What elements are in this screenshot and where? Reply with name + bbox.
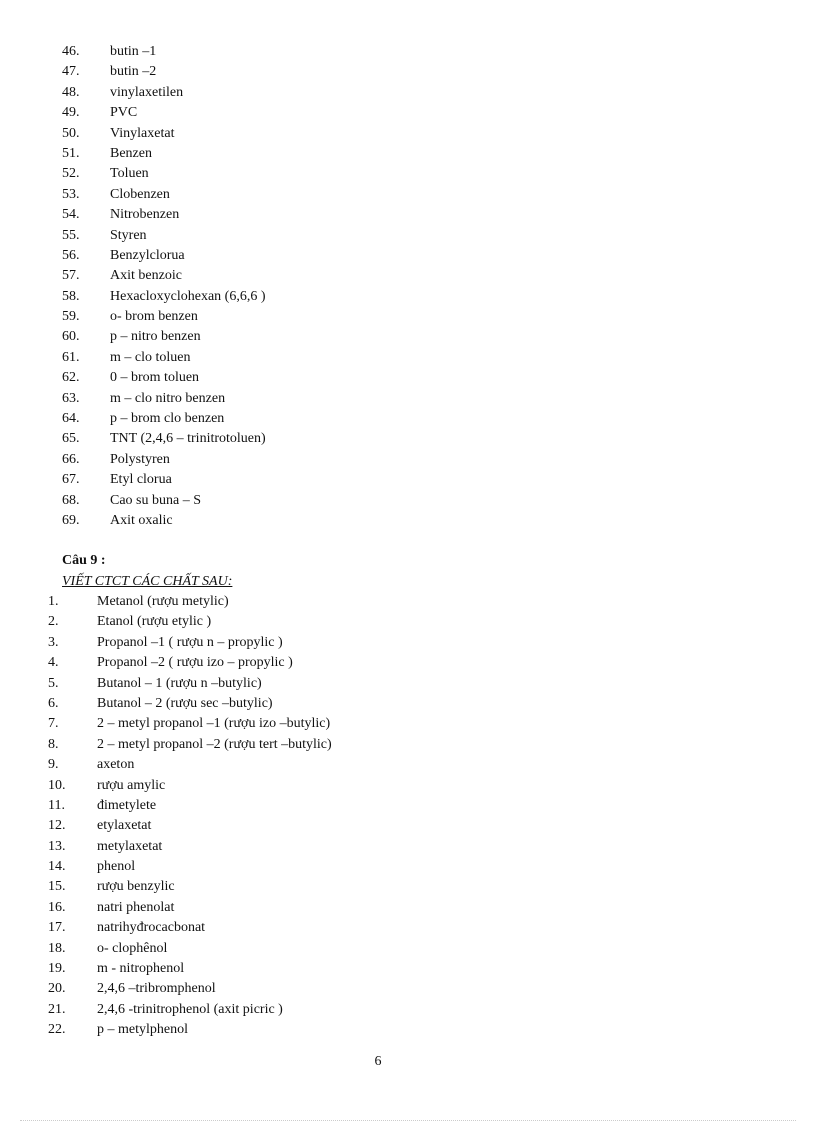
list-item [62, 144, 266, 164]
list-item [62, 470, 266, 490]
item-text: natrihyđrocacbonat [97, 920, 206, 936]
item-text: o- clophênol [97, 940, 168, 956]
item-number: 49. [62, 105, 80, 121]
item-text: p – brom clo benzen [110, 411, 225, 427]
item-text: o- brom benzen [110, 309, 198, 325]
item-text: 2 – metyl propanol –1 (rượu izo –butylic) [97, 716, 331, 732]
item-number: 4. [48, 655, 59, 671]
list-item [48, 755, 332, 775]
list-item [62, 368, 266, 388]
item-text: Etyl clorua [110, 472, 172, 488]
list-item [62, 246, 266, 266]
page-number: 6 [374, 1054, 382, 1069]
list-item [62, 307, 266, 327]
item-number: 68. [62, 492, 80, 508]
list-item [62, 62, 266, 82]
list-item [48, 979, 332, 999]
item-text: 2 – metyl propanol –2 (rượu tert –butylic) [97, 736, 332, 752]
item-text: phenol [97, 859, 136, 875]
list-item [48, 816, 332, 836]
list-item [62, 491, 266, 511]
item-text: Butanol – 2 (rượu sec –butylic) [97, 695, 273, 711]
item-number: 64. [62, 411, 80, 427]
item-text: PVC [110, 105, 138, 121]
item-text: m - nitrophenol [97, 961, 185, 977]
item-text: Styren [110, 227, 147, 243]
item-number: 18. [48, 940, 66, 956]
item-text: Etanol (rượu etylic ) [97, 614, 212, 630]
item-number: 6. [48, 695, 59, 711]
item-number: 60. [62, 329, 80, 345]
item-number: 47. [62, 64, 80, 80]
item-number: 11. [48, 797, 65, 813]
item-text: Cao su buna – S [110, 492, 201, 508]
item-number: 5. [48, 675, 59, 691]
item-number: 51. [62, 145, 80, 161]
list-item [62, 103, 266, 123]
list-item [48, 796, 332, 816]
item-text: metylaxetat [97, 838, 163, 854]
item-text: TNT (2,4,6 – trinitrotoluen) [110, 431, 266, 447]
list-item [48, 898, 332, 918]
list-item [62, 226, 266, 246]
item-number: 65. [62, 431, 80, 447]
list-item [48, 633, 332, 653]
item-text: Toluen [110, 166, 149, 182]
item-text: m – clo nitro benzen [110, 390, 226, 406]
list-item [62, 511, 266, 531]
item-number: 55. [62, 227, 80, 243]
item-number: 12. [48, 818, 66, 834]
list-item [48, 959, 332, 979]
list-item [48, 694, 332, 714]
page-bottom-divider [20, 1120, 796, 1121]
item-text: Axit oxalic [110, 512, 173, 528]
item-text: Metanol (rượu metylic) [97, 594, 229, 609]
list-item [62, 389, 266, 409]
item-text: m – clo toluen [110, 349, 191, 365]
list-item [48, 776, 332, 796]
item-number: 19. [48, 961, 66, 977]
item-number: 56. [62, 247, 80, 263]
list-item [48, 939, 332, 959]
item-text: Nitrobenzen [110, 207, 180, 223]
question-instruction: VIẾT CTCT CÁC CHẤT SAU: [62, 574, 233, 589]
item-text: 2,4,6 -trinitrophenol (axit picric ) [97, 1001, 283, 1017]
item-text: đimetylete [97, 797, 157, 813]
item-text: Propanol –1 ( rượu n – propylic ) [97, 634, 283, 650]
item-text: rượu amylic [97, 777, 166, 793]
list-item [48, 612, 332, 632]
item-number: 16. [48, 899, 66, 915]
list-item [48, 1000, 332, 1020]
item-text: butin –2 [110, 64, 157, 80]
compound-list-continued [62, 42, 266, 531]
item-number: 67. [62, 472, 80, 488]
item-text: rượu benzylic [97, 879, 175, 895]
item-text: Hexacloxyclohexan (6,6,6 ) [110, 288, 266, 304]
item-number: 7. [48, 716, 59, 732]
item-number: 50. [62, 125, 80, 141]
item-number: 69. [62, 512, 80, 528]
item-text: etylaxetat [97, 818, 152, 834]
item-text: axeton [97, 757, 135, 773]
item-number: 3. [48, 634, 59, 650]
list-item [48, 1020, 332, 1040]
item-number: 62. [62, 370, 80, 386]
item-number: 46. [62, 44, 80, 59]
item-text: Benzylclorua [110, 247, 185, 263]
item-number: 14. [48, 859, 66, 875]
list-item [48, 592, 332, 612]
item-number: 57. [62, 268, 80, 284]
list-item [48, 918, 332, 938]
list-item [48, 735, 332, 755]
item-text: Propanol –2 ( rượu izo – propylic ) [97, 655, 293, 671]
list-item [62, 205, 266, 225]
list-item [62, 429, 266, 449]
item-number: 8. [48, 736, 59, 752]
item-number: 61. [62, 349, 80, 365]
item-number: 66. [62, 451, 80, 467]
list-item [48, 837, 332, 857]
list-item [62, 164, 266, 184]
question-heading: Câu 9 : [62, 553, 106, 568]
list-item [48, 653, 332, 673]
item-text: 0 – brom toluen [110, 370, 200, 386]
list-item [62, 185, 266, 205]
item-text: Polystyren [110, 451, 170, 467]
list-item [62, 450, 266, 470]
item-number: 54. [62, 207, 80, 223]
item-number: 58. [62, 288, 80, 304]
list-item [62, 287, 266, 307]
item-text: butin –1 [110, 44, 157, 59]
list-item [62, 42, 266, 62]
list-item [62, 124, 266, 144]
item-number: 53. [62, 186, 80, 202]
item-number: 13. [48, 838, 66, 854]
list-item [62, 83, 266, 103]
item-number: 2. [48, 614, 59, 630]
list-item [62, 348, 266, 368]
item-text: p – metylphenol [97, 1022, 188, 1038]
item-number: 10. [48, 777, 66, 793]
list-item [62, 409, 266, 429]
list-item [62, 327, 266, 347]
item-number: 59. [62, 309, 80, 325]
item-number: 52. [62, 166, 80, 182]
item-number: 48. [62, 84, 80, 100]
item-number: 63. [62, 390, 80, 406]
item-number: 21. [48, 1001, 66, 1017]
item-text: natri phenolat [97, 899, 175, 915]
item-text: Butanol – 1 (rượu n –butylic) [97, 675, 262, 691]
item-text: p – nitro benzen [110, 329, 201, 345]
item-number: 17. [48, 920, 66, 936]
item-number: 1. [48, 594, 59, 609]
item-text: Benzen [110, 145, 152, 161]
item-number: 9. [48, 757, 59, 773]
item-number: 20. [48, 981, 66, 997]
list-item [48, 714, 332, 734]
item-text: Clobenzen [110, 186, 170, 202]
list-item [48, 857, 332, 877]
compound-list-question-9 [48, 592, 332, 1041]
item-number: 15. [48, 879, 66, 895]
item-text: Axit benzoic [110, 268, 182, 284]
list-item [48, 877, 332, 897]
item-text: 2,4,6 –tribromphenol [97, 981, 216, 997]
list-item [62, 266, 266, 286]
item-number: 22. [48, 1022, 66, 1038]
list-item [48, 674, 332, 694]
item-text: vinylaxetilen [110, 84, 184, 100]
item-text: Vinylaxetat [110, 125, 175, 141]
